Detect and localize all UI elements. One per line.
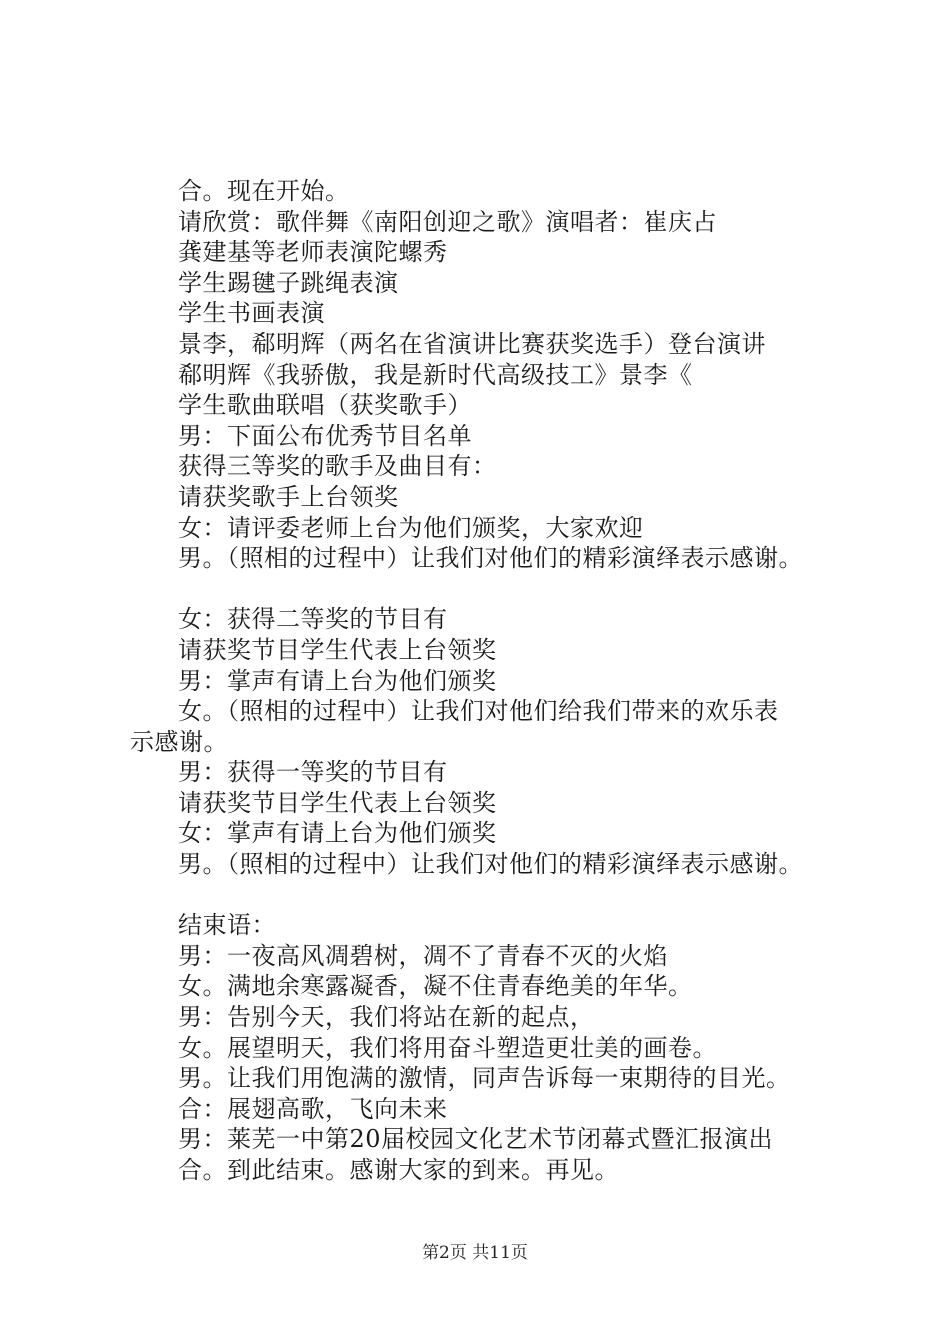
text-line: 女。（照相的过程中）让我们对他们给我们带来的欢乐表	[178, 697, 779, 726]
text-line: 女：掌声有请上台为他们颁奖	[178, 819, 497, 848]
text-line: 景李，郗明辉（两名在省演讲比赛获奖选手）登台演讲	[178, 329, 766, 358]
text-line: 获得三等奖的歌手及曲目有：	[178, 452, 497, 481]
text-line: 学生歌曲联唱（获奖歌手）	[178, 391, 472, 420]
text-line: 男：下面公布优秀节目名单	[178, 421, 472, 450]
text-line: 女：请评委老师上台为他们颁奖，大家欢迎	[178, 513, 644, 542]
text-line: 男：掌声有请上台为他们颁奖	[178, 666, 497, 695]
text-line: 请获奖节目学生代表上台领奖	[178, 635, 497, 664]
text-line: 女：获得二等奖的节目有	[178, 605, 448, 634]
text-line: 合。现在开始。	[178, 177, 350, 205]
text-line: 结束语：	[178, 911, 276, 940]
text-line: 男。（照相的过程中）让我们对他们的精彩演绎表示感谢。	[178, 850, 803, 879]
text-line: 学生书画表演	[178, 299, 325, 328]
text-line: 男：一夜高风凋碧树，凋不了青春不灭的火焰	[178, 941, 668, 970]
text-line: 男：告别今天，我们将站在新的起点，	[178, 1003, 595, 1032]
text-line: 男。让我们用饱满的激情，同声告诉每一束期待的目光。	[178, 1064, 791, 1093]
document-body	[130, 176, 890, 1186]
text-line: 学生踢毽子跳绳表演	[178, 268, 399, 297]
text-line: 女。展望明天，我们将用奋斗塑造更壮美的画卷。	[178, 1033, 717, 1062]
text-line: 请欣赏：歌伴舞《南阳创迎之歌》演唱者：崔庆占	[178, 207, 717, 236]
text-line: 女。满地余寒露凝香，凝不住青春绝美的年华。	[178, 972, 693, 1001]
text-line: 请获奖歌手上台领奖	[178, 482, 399, 511]
text-line: 男。（照相的过程中）让我们对他们的精彩演绎表示感谢。	[178, 544, 803, 573]
text-line: 男：获得一等奖的节目有	[178, 758, 448, 787]
text-line: 示感谢。	[130, 727, 228, 756]
text-line: 龚建基等老师表演陀螺秀	[178, 238, 448, 267]
text-line: 请获奖节目学生代表上台领奖	[178, 788, 497, 817]
text-line: 合。到此结束。感谢大家的到来。再见。	[178, 1156, 619, 1184]
blank-line	[130, 880, 890, 911]
text-line: 男：莱芜一中第20届校园文化艺术节闭幕式暨汇报演出	[178, 1125, 774, 1154]
text-line: 郗明辉《我骄傲，我是新时代高级技工》景李《	[178, 360, 693, 389]
page-number-footer: 第2页 共11页	[422, 1243, 528, 1263]
text-line: 合：展翅高歌，飞向未来	[178, 1094, 448, 1123]
blank-line	[130, 574, 890, 605]
